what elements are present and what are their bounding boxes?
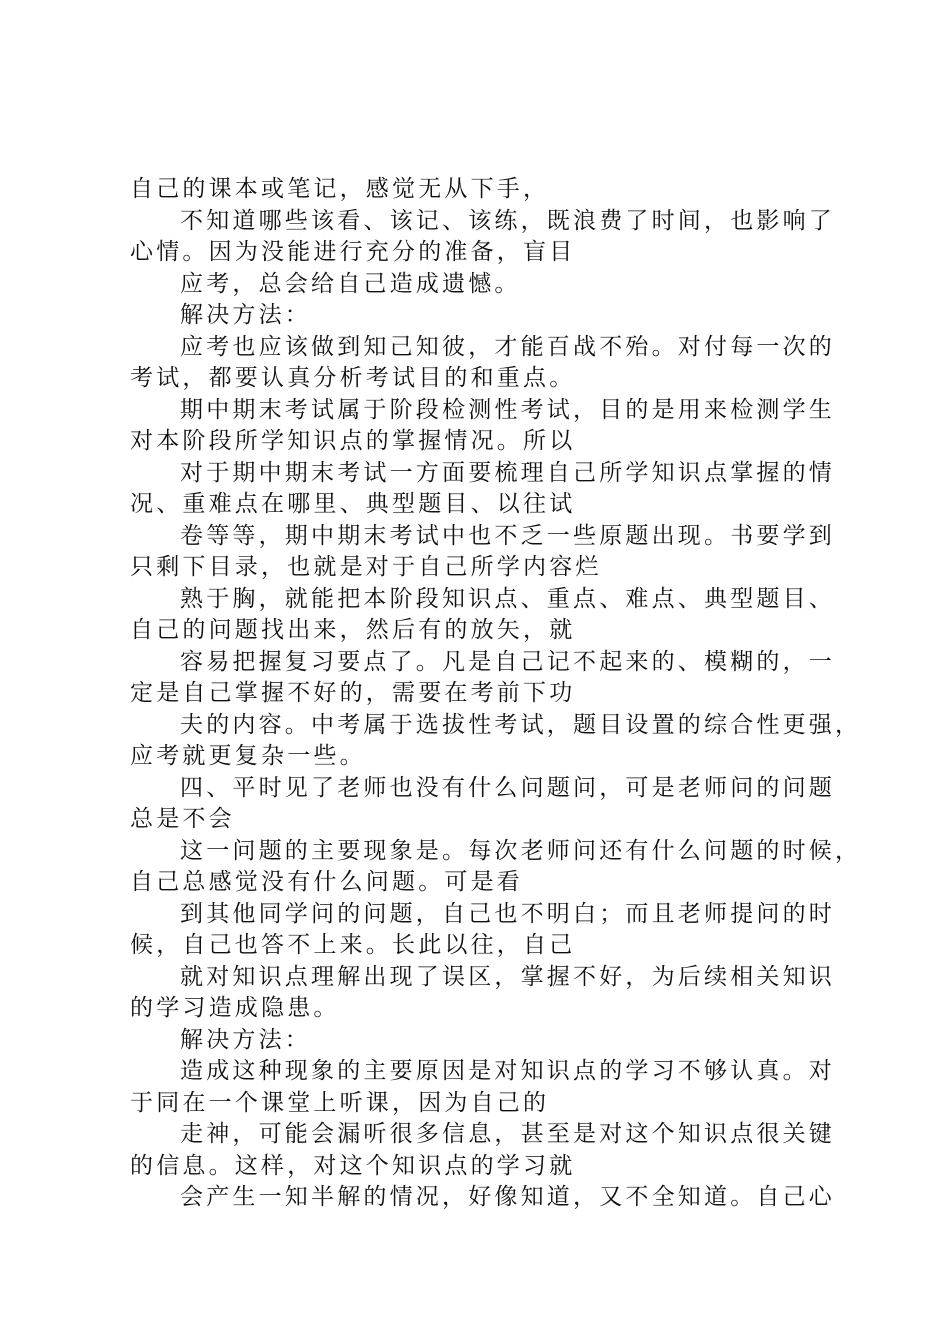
text-line: 解决方法： [180, 302, 311, 328]
text-line: 自己总感觉没有什么问题。可是看 [130, 869, 523, 895]
text-line: 考试，都要认真分析考试目的和重点。 [130, 365, 576, 391]
text-line: 只剩下目录，也就是对于自己所学内容烂 [130, 554, 602, 580]
text-line: 对本阶段所学知识点的掌握情况。所以 [130, 428, 576, 454]
text-line: 卷等等，期中期末考试中也不乏一些原题出现。书要学到 [180, 522, 835, 549]
text-line: 容易把握复习要点了。凡是自己记不起来的、模糊的，一 [180, 648, 835, 675]
text-line: 应考也应该做到知己知彼，才能百战不殆。对付每一次的 [180, 333, 835, 360]
text-line: 会产生一知半解的情况，好像知道，又不全知道。自己心 [180, 1184, 835, 1210]
text-line: 候，自己也答不上来。长此以往，自己 [130, 932, 576, 958]
text-line: 走神，可能会漏听很多信息，甚至是对这个知识点很关键 [180, 1121, 835, 1147]
text-line: 的信息。这样，对这个知识点的学习就 [130, 1152, 576, 1179]
text-line: 于同在一个课堂上听课，因为自己的 [130, 1089, 550, 1116]
text-line: 对于期中期末考试一方面要梳理自己所学知识点掌握的情 [180, 459, 835, 486]
document-body [130, 174, 862, 1214]
text-line: 造成这种现象的主要原因是对知识点的学习不够认真。对 [180, 1058, 835, 1084]
text-line: 心情。因为没能进行充分的准备，盲目 [130, 239, 576, 265]
text-line: 定是自己掌握不好的，需要在考前下功 [130, 680, 576, 706]
text-line: 的学习造成隐患。 [130, 995, 340, 1021]
text-line: 总是不会 [130, 806, 235, 832]
text-line: 应考，总会给自己造成遗憾。 [180, 270, 521, 297]
text-line: 不知道哪些该看、该记、该练，既浪费了时间，也影响了 [180, 207, 835, 234]
text-line: 夫的内容。中考属于选拔性考试，题目设置的综合性更强， [180, 711, 862, 738]
text-line: 就对知识点理解出现了误区，掌握不好，为后续相关知识 [180, 963, 835, 990]
text-line: 熟于胸，就能把本阶段知识点、重点、难点、典型题目、 [180, 585, 835, 612]
text-line: 况、重难点在哪里、典型题目、以往试 [130, 491, 576, 517]
text-line: 自己的问题找出来，然后有的放矢，就 [130, 617, 576, 643]
text-line: 四、平时见了老师也没有什么问题问，可是老师问的问题 [180, 774, 835, 801]
text-line: 到其他同学问的问题，自己也不明白；而且老师提问的时 [180, 900, 835, 927]
text-line: 解决方法： [180, 1026, 311, 1053]
text-line: 这一问题的主要现象是。每次老师问还有什么问题的时候， [180, 837, 862, 864]
text-line: 期中期末考试属于阶段检测性考试，目的是用来检测学生 [180, 396, 835, 423]
text-line: 应考就更复杂一些。 [130, 743, 366, 769]
text-line: 自己的课本或笔记，感觉无从下手， [130, 176, 550, 202]
